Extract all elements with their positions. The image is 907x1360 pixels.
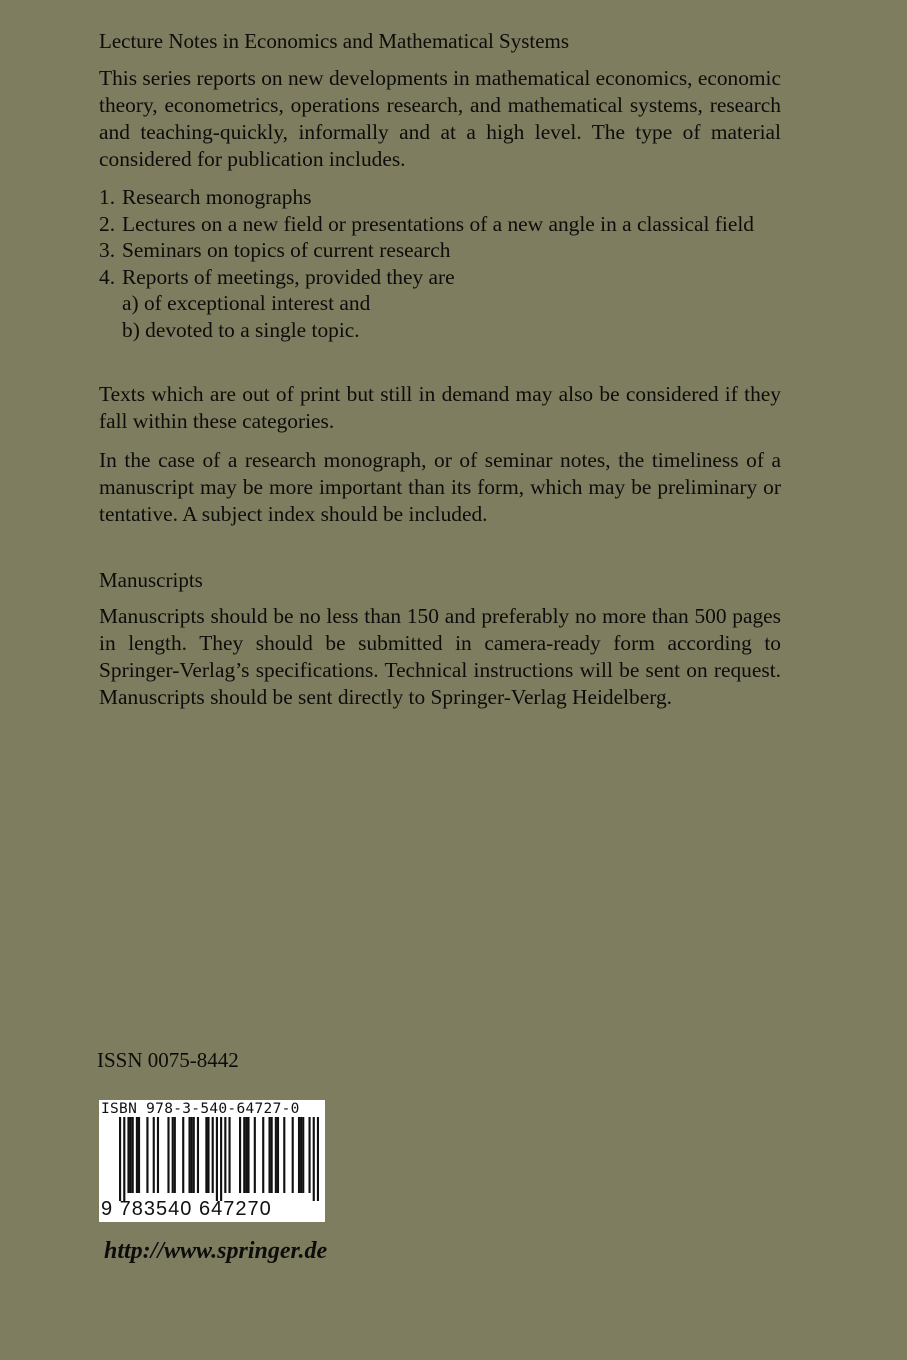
barcode-bar: [247, 1117, 249, 1193]
barcode-bar: [136, 1117, 138, 1193]
barcode-bar: [153, 1117, 155, 1193]
barcode-bar: [130, 1117, 132, 1193]
list-item: [99, 237, 781, 264]
barcode-bar: [174, 1117, 176, 1193]
list-number: 2.: [99, 211, 116, 236]
list-item-text: Reports of meetings, provided they are: [122, 264, 455, 289]
barcode-bar: [182, 1117, 184, 1193]
series-title: Lecture Notes in Economics and Mathematical Systems: [99, 29, 570, 53]
issn: ISSN 0075-8442: [97, 1048, 239, 1072]
barcode-bar: [300, 1117, 302, 1193]
barcode-bar: [172, 1117, 174, 1193]
barcode-bar: [239, 1117, 241, 1193]
list-item: [99, 264, 781, 344]
sub-list: [122, 290, 781, 343]
isbn-barcode: [99, 1100, 325, 1222]
barcode-bar: [205, 1117, 207, 1193]
barcode-bar: [132, 1117, 134, 1193]
list-number: 3.: [99, 238, 116, 262]
list-number: 1.: [99, 185, 116, 209]
barcode-bar: [262, 1117, 264, 1193]
barcode-bar: [228, 1117, 230, 1193]
barcode-bar: [277, 1117, 279, 1193]
barcode-bar: [157, 1117, 159, 1193]
list-item: [99, 184, 781, 211]
sub-list-item: b) devoted to a single topic.: [122, 317, 360, 342]
list-item-text: Seminars on topics of current research: [122, 238, 451, 262]
barcode-bar: [283, 1117, 285, 1193]
list-item-text: Lectures on a new field or presentations of a new angle in a classical field: [122, 211, 754, 236]
barcode-bar: [302, 1117, 304, 1193]
publisher-url: http://www.springer.de: [104, 1238, 328, 1264]
barcode-bars: [119, 1117, 319, 1201]
barcode-bar: [271, 1117, 273, 1193]
barcode-bar: [207, 1117, 209, 1193]
barcode-bar: [146, 1117, 148, 1193]
intro-paragraph: This series reports on new developments in mathematical economics, economic theory, econometrics, operations research, and mathematical systems, research and teaching-quickly, informally and at a high level. The type of material considered for publication includes.: [99, 66, 781, 171]
barcode-bar: [119, 1117, 121, 1201]
barcode-bar: [298, 1117, 300, 1193]
barcode-bar: [191, 1117, 193, 1193]
barcode-bar: [308, 1117, 310, 1193]
barcode-bar: [224, 1117, 226, 1193]
barcode-bar: [193, 1117, 195, 1193]
texts-paragraph: Texts which are out of print but still in demand may also be considered if they fall within these categories.: [99, 382, 781, 433]
barcode-bar: [268, 1117, 270, 1193]
barcode-bar: [216, 1117, 218, 1201]
barcode-bar: [317, 1117, 319, 1201]
barcode-bar: [220, 1117, 222, 1201]
barcode-bar: [254, 1117, 256, 1193]
barcode-bar: [243, 1117, 245, 1193]
barcode-bar: [167, 1117, 169, 1193]
ean-digits: 9 783540 647270: [101, 1198, 272, 1220]
list-item: [99, 211, 781, 238]
list-number: 4.: [99, 264, 116, 289]
barcode-bar: [245, 1117, 247, 1193]
sub-list-item: a) of exceptional interest and: [122, 291, 371, 315]
barcode-bar: [188, 1117, 190, 1193]
manuscripts-paragraph: Manuscripts should be no less than 150 and preferably no more than 500 pages in length. They should be submitted in camera-ready form according to Springer-Verlag’s specifications. Technical instructions will be sent on request. Manuscripts should be sent directly to Springer-Verlag Heidelberg.: [99, 604, 781, 709]
barcode-bar: [127, 1117, 129, 1193]
barcode-bar: [197, 1117, 199, 1193]
publication-types-list: [99, 184, 781, 343]
barcode-bar: [292, 1117, 294, 1193]
barcode-bar: [123, 1117, 125, 1201]
case-paragraph: In the case of a research monograph, or of seminar notes, the timeliness of a manuscript may be more important than its form, which may be preliminary or tentative. A subject index should be included.: [99, 448, 781, 526]
barcode-bar: [138, 1117, 140, 1193]
manuscripts-heading: Manuscripts: [99, 568, 203, 592]
list-item-text: Research monographs: [122, 185, 312, 209]
isbn-label: ISBN 978-3-540-64727-0: [101, 1101, 300, 1117]
barcode-bar: [275, 1117, 277, 1193]
barcode-bar: [313, 1117, 315, 1201]
barcode-bar: [212, 1117, 214, 1193]
